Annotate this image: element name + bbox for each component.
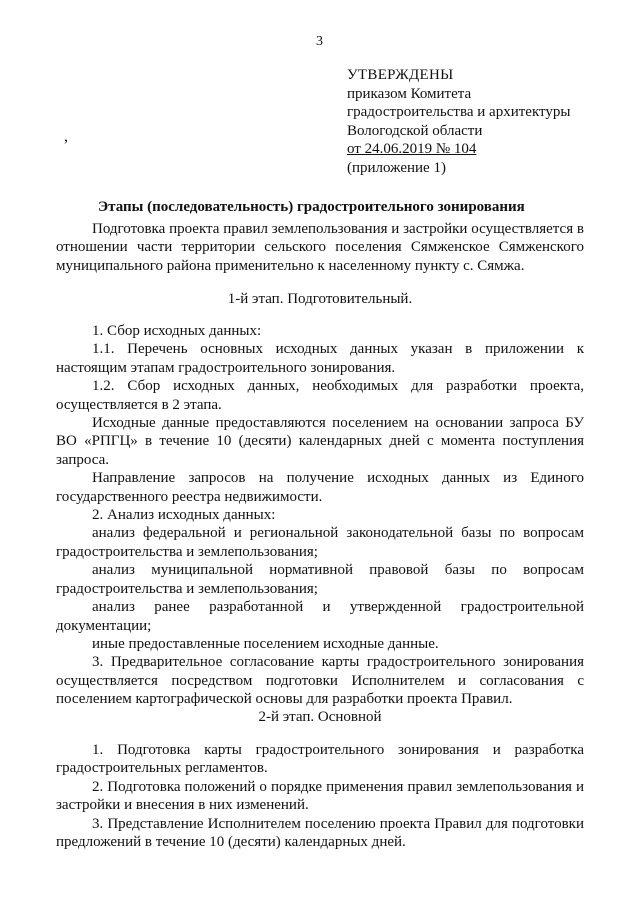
- approval-title: УТВЕРЖДЕНЫ: [347, 67, 454, 83]
- approval-block: [347, 66, 570, 177]
- paragraph: анализ муниципальной нормативной правовой базы по вопросам градостроительства и землепользования;: [56, 562, 584, 597]
- paragraph: Исходные данные предоставляются поселением на основании запроса БУ ВО «РПГЦ» в течение 10 (десяти) календарных дней с момента поступления запроса.: [56, 415, 584, 468]
- approval-line: градостроительства и архитектуры: [347, 104, 571, 120]
- document-heading: Этапы (последовательность) градостроительного зонирования: [98, 199, 525, 215]
- intro-block: [56, 220, 584, 275]
- paragraph: анализ ранее разработанной и утвержденной градостроительной документации;: [56, 599, 584, 634]
- stray-mark: ,: [64, 128, 68, 145]
- paragraph: 2. Подготовка положений о порядке применения правил землепользования и застройки и внесения в них изменений.: [56, 778, 584, 814]
- stage1-body: [56, 322, 584, 709]
- paragraph: иные предоставленные поселением исходные данные.: [92, 635, 439, 652]
- paragraph: 3. Представление Исполнителем поселению проекта Правил для подготовки предложений в течение 10 (десяти) календарных дней.: [56, 815, 584, 851]
- intro-paragraph: Подготовка проекта правил землепользования и застройки осуществляется в отношении части территории сельского поселения Сямженское Сямженского муниципального района применительно к населенному пункту с. Сямжа.: [56, 221, 584, 274]
- paragraph: 3. Предварительное согласование карты градостроительного зонирования осуществляется посредством подготовки Исполнителем и согласования с поселением картографической основы для разработки проекта Правил.: [56, 654, 584, 708]
- stage2-title: 2-й этап. Основной: [258, 709, 382, 725]
- approval-line: Вологодской области: [347, 122, 483, 139]
- paragraph: анализ федеральной и региональной законодательной базы по вопросам градостроительства и землепользования;: [56, 525, 584, 560]
- approval-date: от 24.06.2019 № 104: [347, 141, 477, 157]
- stage1-title: 1-й этап. Подготовительный.: [227, 291, 413, 307]
- approval-appendix: (приложение 1): [347, 159, 446, 176]
- paragraph: Направление запросов на получение исходных данных из Единого государственного реестра недвижимости.: [56, 470, 584, 505]
- page-number: 3: [316, 34, 323, 49]
- paragraph: 2. Анализ исходных данных:: [92, 507, 276, 524]
- paragraph: 1. Подготовка карты градостроительного зонирования и разработка градостроительных регламентов.: [56, 742, 584, 777]
- paragraph: 1. Сбор исходных данных:: [92, 323, 262, 339]
- stage2-body: [56, 741, 584, 851]
- paragraph: 1.1. Перечень основных исходных данных указан в приложении к настоящим этапам градостроительного зонирования.: [56, 341, 584, 376]
- paragraph: 1.2. Сбор исходных данных, необходимых для разработки проекта, осуществляется в 2 этапа.: [56, 378, 584, 413]
- approval-line: приказом Комитета: [347, 85, 472, 102]
